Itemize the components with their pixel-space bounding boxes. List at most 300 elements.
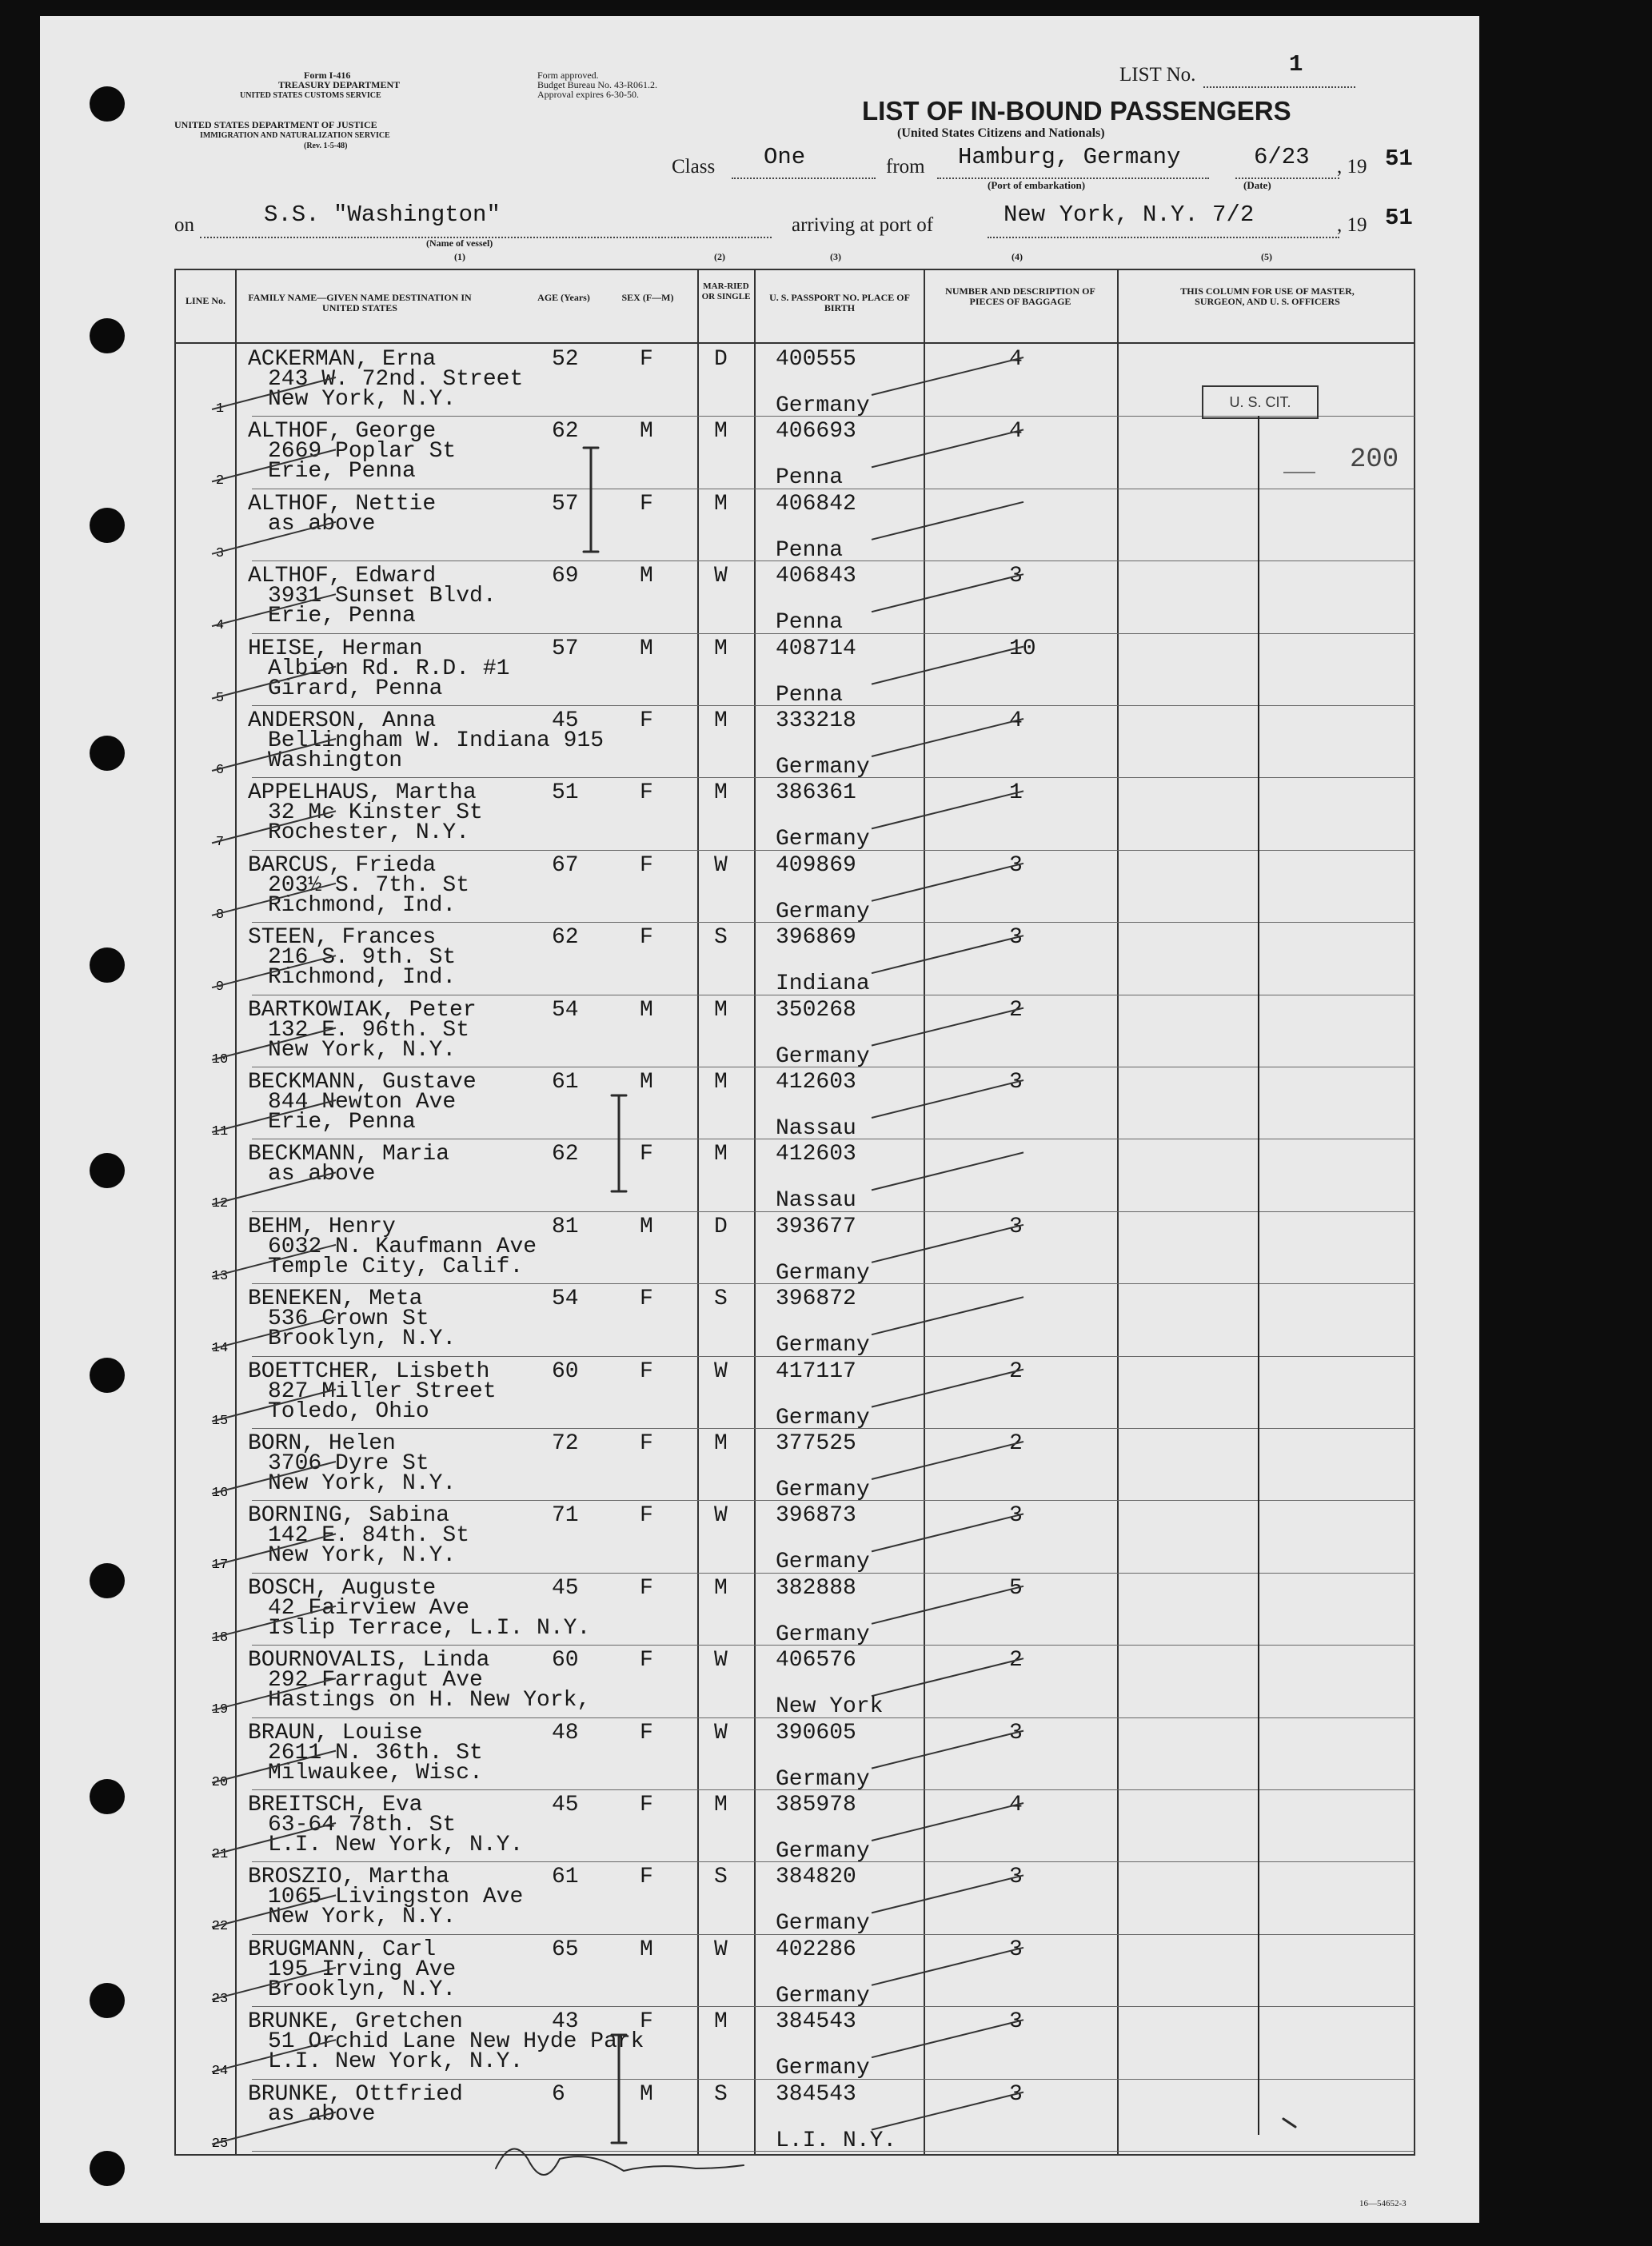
- destination-line-1: 142 E. 84th. St: [268, 1523, 470, 1549]
- passenger-sex: F: [640, 1142, 653, 1167]
- baggage-count: 4: [1009, 419, 1023, 445]
- baggage-count: 5: [1009, 1575, 1023, 1601]
- passport-number: 417117: [776, 1358, 856, 1384]
- check-stroke-icon: [212, 1968, 336, 2000]
- baggage-count: 3: [1009, 1720, 1023, 1745]
- signature-scribble-icon: [496, 2149, 744, 2176]
- passenger-age: 61: [552, 1070, 579, 1095]
- marital-status: M: [714, 1142, 728, 1167]
- place-of-birth: Germany: [776, 2056, 870, 2081]
- vessel-col-number: (1): [454, 251, 465, 262]
- marital-status: D: [714, 1214, 728, 1239]
- check-stroke-icon: [872, 1152, 1024, 1190]
- line-number: 16: [211, 1486, 229, 1501]
- passenger-sex: F: [640, 925, 653, 951]
- passenger-sex: M: [640, 564, 653, 589]
- marital-status: M: [714, 636, 728, 661]
- place-of-birth: Penna: [776, 537, 844, 563]
- destination-line-1: 51 Orchid Lane New Hyde Park: [268, 2029, 644, 2055]
- passenger-name: STEEN, Frances: [248, 925, 437, 951]
- baggage-count: 4: [1009, 1793, 1023, 1817]
- passenger-age: 71: [552, 1503, 579, 1529]
- check-stroke-icon: [872, 1008, 1024, 1046]
- check-stroke-icon: [212, 2040, 336, 2072]
- place-of-birth: L.I. N.Y.: [776, 2128, 897, 2153]
- passport-number: 406576: [776, 1648, 856, 1674]
- passenger-name: ALTHOF, Edward: [248, 564, 437, 589]
- passenger-name: BARCUS, Frieda: [248, 852, 437, 878]
- passenger-age: 45: [552, 1793, 579, 1817]
- line-number: 13: [211, 1268, 229, 1284]
- passenger-name: BENEKEN, Meta: [248, 1287, 423, 1312]
- passport-number: 390605: [776, 1720, 856, 1745]
- place-of-birth: Penna: [776, 610, 844, 636]
- check-stroke-icon: [212, 449, 336, 481]
- baggage-count: 3: [1009, 852, 1023, 878]
- passenger-name: BORN, Helen: [248, 1431, 396, 1456]
- check-stroke-icon: [872, 429, 1024, 467]
- marital-status: M: [714, 1793, 728, 1817]
- form-subtitle: (United States Citizens and Nationals): [897, 126, 1105, 140]
- place-of-birth: Germany: [776, 1333, 870, 1358]
- destination-line-1: 2669 Poplar St: [268, 439, 457, 465]
- passenger-name: BROSZIO, Martha: [248, 1865, 450, 1890]
- destination-line-2: Richmond, Ind.: [268, 965, 457, 991]
- baggage-count: 3: [1009, 1503, 1023, 1529]
- check-stroke-icon: [212, 2112, 336, 2144]
- us-citizen-stamp: U. S. CIT.: [1202, 385, 1319, 419]
- line-number: 12: [211, 1196, 229, 1212]
- destination-line-2: New York, N.Y.: [268, 1037, 457, 1063]
- line-number: 18: [211, 1630, 229, 1646]
- embark-year: 51: [1385, 146, 1413, 172]
- passenger-age: 62: [552, 925, 579, 951]
- passport-number: 396872: [776, 1287, 856, 1312]
- passenger-sex: F: [640, 1503, 653, 1529]
- passenger-sex: F: [640, 1720, 653, 1745]
- place-of-birth: Germany: [776, 827, 870, 852]
- passenger-name: BECKMANN, Maria: [248, 1142, 450, 1167]
- header-sex: SEX (F—M): [621, 292, 674, 303]
- destination-line-1: 3706 Dyre St: [268, 1451, 429, 1476]
- check-stroke-icon: [212, 811, 336, 843]
- check-stroke-icon: [872, 1297, 1024, 1334]
- destination-line-2: Toledo, Ohio: [268, 1398, 429, 1424]
- destination-line-1: as above: [268, 511, 376, 537]
- passport-number: 384543: [776, 2009, 856, 2035]
- line-number: 3: [215, 545, 225, 561]
- baggage-count: 2: [1009, 1431, 1023, 1456]
- baggage-count: 1: [1009, 780, 1023, 806]
- line-number: 23: [211, 1991, 229, 2007]
- passport-number: 396869: [776, 925, 856, 951]
- destination-line-1: 3931 Sunset Blvd.: [268, 584, 497, 609]
- destination-line-2: Erie, Penna: [268, 1110, 416, 1135]
- check-stroke-icon: [212, 739, 336, 771]
- header-line-no: LINE No.: [185, 295, 225, 306]
- place-of-birth: Penna: [776, 682, 844, 708]
- baggage-count: 3: [1009, 1214, 1023, 1239]
- baggage-count: 3: [1009, 925, 1023, 951]
- form-number: Form I-416: [304, 70, 351, 81]
- check-stroke-icon: [212, 1245, 336, 1277]
- place-of-birth: Germany: [776, 1839, 870, 1864]
- destination-line-1: 6032 N. Kaufmann Ave: [268, 1234, 537, 1259]
- check-stroke-icon: [212, 1534, 336, 1566]
- passenger-sex: F: [640, 1865, 653, 1890]
- passenger-name: BOURNOVALIS, Linda: [248, 1648, 490, 1674]
- line-number: 17: [211, 1558, 229, 1574]
- passenger-sex: F: [640, 1648, 653, 1674]
- destination-line-2: Erie, Penna: [268, 604, 416, 629]
- check-stroke-icon: [212, 1823, 336, 1855]
- marital-status: W: [714, 1503, 728, 1529]
- check-stroke-icon: [212, 1895, 336, 1927]
- check-stroke-icon: [872, 647, 1024, 684]
- passenger-age: 72: [552, 1431, 579, 1456]
- line-number: 14: [211, 1341, 229, 1357]
- marital-status: M: [714, 1070, 728, 1095]
- destination-line-2: Milwaukee, Wisc.: [268, 1760, 483, 1785]
- destination-line-2: Girard, Penna: [268, 676, 443, 701]
- passenger-name: BRUNKE, Gretchen: [248, 2009, 463, 2035]
- check-stroke-icon: [872, 719, 1024, 756]
- passenger-age: 60: [552, 1358, 579, 1384]
- passenger-name: BRUGMANN, Carl: [248, 1937, 437, 1962]
- revision: (Rev. 1-5-48): [304, 142, 348, 150]
- passenger-name: BRAUN, Louise: [248, 1720, 423, 1745]
- port-embark-value: Hamburg, Germany: [958, 144, 1181, 170]
- passenger-sex: M: [640, 636, 653, 661]
- check-stroke-icon: [212, 1172, 336, 1204]
- bracket-mark-icon: [612, 2035, 626, 2143]
- passenger-age: 62: [552, 419, 579, 445]
- header-baggage: NUMBER AND DESCRIPTION OF PIECES OF BAGGAGE: [945, 285, 1095, 307]
- header-passport: U. S. PASSPORT NO. PLACE OF BIRTH: [769, 292, 910, 313]
- line-number: 5: [215, 690, 225, 706]
- passport-number: 350268: [776, 997, 856, 1023]
- passport-number: 393677: [776, 1214, 856, 1239]
- check-stroke-icon: [872, 791, 1024, 828]
- destination-line-1: 42 Fairview Ave: [268, 1595, 470, 1621]
- check-stroke-icon: [212, 955, 336, 987]
- destination-line-1: Bellingham W. Indiana 915: [268, 728, 605, 753]
- place-of-birth: Germany: [776, 1260, 870, 1286]
- passenger-sex: F: [640, 1287, 653, 1312]
- arrive-year: 51: [1385, 205, 1413, 231]
- approval-expires: Approval expires 6-30-50.: [537, 89, 639, 100]
- passenger-age: 81: [552, 1214, 579, 1239]
- passenger-sex: F: [640, 2009, 653, 2035]
- destination-line-2: Rochester, N.Y.: [268, 820, 470, 846]
- passenger-age: 57: [552, 636, 579, 661]
- check-stroke-icon: [872, 864, 1024, 901]
- destination-line-1: 1065 Livingston Ave: [268, 1885, 524, 1910]
- check-stroke-icon: [212, 377, 336, 409]
- marital-status: W: [714, 1648, 728, 1674]
- check-stroke-icon: [212, 1100, 336, 1132]
- marital-status: M: [714, 780, 728, 806]
- destination-line-1: Albion Rd. R.D. #1: [268, 656, 510, 681]
- check-stroke-icon: [872, 502, 1024, 540]
- destination-line-1: 195 Irving Ave: [268, 1957, 457, 1982]
- baggage-count: 2: [1009, 997, 1023, 1023]
- marital-status: M: [714, 997, 728, 1023]
- destination-line-2: New York, N.Y.: [268, 1471, 457, 1496]
- destination-line-2: New York, N.Y.: [268, 1543, 457, 1569]
- passport-number: 402286: [776, 1937, 856, 1962]
- passenger-age: 51: [552, 780, 579, 806]
- place-of-birth: Germany: [776, 1043, 870, 1069]
- check-stroke-icon: [212, 667, 336, 699]
- marital-status: D: [714, 347, 728, 372]
- form-approved: Form approved.: [537, 70, 599, 81]
- check-stroke-icon: [872, 574, 1024, 612]
- check-stroke-icon: [872, 1948, 1024, 1985]
- check-stroke-icon: [212, 1390, 336, 1422]
- col-number-5: (5): [1261, 251, 1272, 262]
- marital-status: W: [714, 564, 728, 589]
- destination-line-2: Islip Terrace, L.I. N.Y.: [268, 1615, 591, 1641]
- arrive-year-prefix: , 19: [1337, 214, 1367, 236]
- line-number: 25: [211, 2136, 229, 2152]
- check-stroke-icon: [212, 884, 336, 916]
- destination-line-1: 2611 N. 36th. St: [268, 1740, 483, 1765]
- bracket-mark-icon: [612, 1095, 626, 1191]
- passenger-sex: M: [640, 419, 653, 445]
- place-of-birth: Germany: [776, 1622, 870, 1647]
- passenger-age: 45: [552, 708, 579, 733]
- passenger-name: ANDERSON, Anna: [248, 708, 437, 733]
- col-number-2: (2): [714, 251, 725, 262]
- passport-number: 386361: [776, 780, 856, 806]
- passenger-sex: M: [640, 1214, 653, 1239]
- passenger-sex: F: [640, 491, 653, 517]
- header-age: AGE (Years): [537, 292, 590, 303]
- baggage-count: 3: [1009, 2081, 1023, 2107]
- destination-line-2: L.I. New York, N.Y.: [268, 2049, 524, 2075]
- bracket-mark-icon: [584, 448, 598, 552]
- baggage-count: 3: [1009, 1937, 1023, 1962]
- line-number: 11: [211, 1124, 229, 1139]
- place-of-birth: Nassau: [776, 1188, 856, 1214]
- budget-bureau: Budget Bureau No. 43-R061.2.: [537, 79, 657, 90]
- footer-code: 16—54652-3: [1359, 2199, 1407, 2208]
- marital-status: M: [714, 1431, 728, 1456]
- baggage-count: 3: [1009, 1070, 1023, 1095]
- passport-number: 382888: [776, 1575, 856, 1601]
- place-of-birth: Germany: [776, 755, 870, 780]
- arriving-label: arriving at port of: [792, 214, 934, 236]
- passport-number: 385978: [776, 1793, 856, 1817]
- baggage-count: 3: [1009, 564, 1023, 589]
- passenger-name: BORNING, Sabina: [248, 1503, 450, 1529]
- line-number: 7: [215, 835, 225, 851]
- year-prefix: , 19: [1337, 156, 1367, 178]
- baggage-count: 4: [1009, 347, 1023, 372]
- line-number: 10: [211, 1051, 229, 1067]
- passport-number: 406842: [776, 491, 856, 517]
- passenger-name: BRUNKE, Ottfried: [248, 2081, 463, 2107]
- line-number: 22: [211, 1919, 229, 1935]
- place-of-birth: Indiana: [776, 971, 870, 997]
- passport-number: 384820: [776, 1865, 856, 1890]
- check-stroke-icon: [872, 1442, 1024, 1479]
- check-stroke-icon: [872, 1731, 1024, 1769]
- passenger-sex: F: [640, 852, 653, 878]
- place-of-birth: Germany: [776, 1766, 870, 1792]
- destination-line-2: Temple City, Calif.: [268, 1254, 524, 1279]
- destination-line-1: 827 Miller Street: [268, 1378, 497, 1404]
- passenger-age: 62: [552, 1142, 579, 1167]
- marital-status: W: [714, 852, 728, 878]
- destination-line-1: as above: [268, 2101, 376, 2127]
- class-value: One: [764, 144, 806, 170]
- destination-line-1: 292 Farragut Ave: [268, 1668, 483, 1693]
- passenger-age: 67: [552, 852, 579, 878]
- embark-date: 6/23: [1254, 144, 1310, 170]
- passenger-age: 61: [552, 1865, 579, 1890]
- port-embark-caption: (Port of embarkation): [988, 179, 1086, 191]
- header-married: MAR-RIED OR SINGLE: [701, 281, 751, 301]
- line-number: 2: [215, 473, 225, 489]
- treasury-dept: TREASURY DEPARTMENT: [278, 79, 401, 90]
- line-number: 24: [211, 2064, 229, 2080]
- vessel-caption: (Name of vessel): [426, 237, 493, 249]
- marital-status: S: [714, 2081, 728, 2107]
- check-stroke-icon: [872, 936, 1024, 973]
- line-number: 4: [215, 618, 225, 634]
- col-number-4: (4): [1012, 251, 1023, 262]
- marital-status: S: [714, 1287, 728, 1312]
- check-stroke-icon: [872, 1225, 1024, 1263]
- marital-status: M: [714, 2009, 728, 2035]
- passport-number: 384543: [776, 2081, 856, 2107]
- header-name: FAMILY NAME—GIVEN NAME DESTINATION IN UNITED STATES: [248, 292, 472, 313]
- passenger-name: BARTKOWIAK, Peter: [248, 997, 477, 1023]
- check-stroke-icon: [872, 1370, 1024, 1407]
- annotation-total: 200: [1350, 445, 1399, 475]
- passenger-name: BREITSCH, Eva: [248, 1793, 423, 1817]
- destination-line-2: Brooklyn, N.Y.: [268, 1326, 457, 1352]
- line-number: 8: [215, 907, 225, 923]
- passenger-sex: F: [640, 1575, 653, 1601]
- passport-number: 377525: [776, 1431, 856, 1456]
- baggage-count: 2: [1009, 1358, 1023, 1384]
- passenger-age: 45: [552, 1575, 579, 1601]
- baggage-count: 2: [1009, 1648, 1023, 1674]
- marital-status: M: [714, 491, 728, 517]
- passenger-sex: F: [640, 1358, 653, 1384]
- check-stroke-icon: [872, 1514, 1024, 1551]
- form-title: LIST OF IN-BOUND PASSENGERS: [862, 96, 1291, 126]
- destination-line-1: 203½ S. 7th. St: [268, 872, 470, 898]
- passenger-sex: M: [640, 1070, 653, 1095]
- passenger-sex: M: [640, 997, 653, 1023]
- list-no-value: 1: [1289, 51, 1303, 78]
- destination-line-2: Washington: [268, 748, 403, 773]
- check-stroke-icon: [212, 1751, 336, 1783]
- check-stroke-icon: [872, 1803, 1024, 1841]
- marital-status: W: [714, 1358, 728, 1384]
- destination-line-1: 216 S. 9th. St: [268, 945, 457, 971]
- col-number-3: (3): [830, 251, 841, 262]
- passenger-age: 57: [552, 491, 579, 517]
- justice-dept: UNITED STATES DEPARTMENT OF JUSTICE: [174, 119, 377, 130]
- destination-line-2: Erie, Penna: [268, 459, 416, 485]
- check-stroke-icon: [872, 2092, 1024, 2130]
- passport-number: 408714: [776, 636, 856, 661]
- destination-line-1: as above: [268, 1162, 376, 1187]
- check-stroke-icon: [872, 1658, 1024, 1696]
- passenger-sex: F: [640, 1431, 653, 1456]
- destination-line-2: Richmond, Ind.: [268, 892, 457, 918]
- marital-status: S: [714, 1865, 728, 1890]
- passenger-name: BOETTCHER, Lisbeth: [248, 1358, 490, 1384]
- passport-number: 406843: [776, 564, 856, 589]
- destination-line-1: 243 W. 72nd. Street: [268, 367, 524, 392]
- marital-status: W: [714, 1720, 728, 1745]
- passenger-name: APPELHAUS, Martha: [248, 780, 477, 806]
- passenger-name: ALTHOF, Nettie: [248, 491, 437, 517]
- check-stroke-icon: [212, 1606, 336, 1638]
- passenger-name: BEHM, Henry: [248, 1214, 396, 1239]
- line-number: 1: [215, 401, 225, 417]
- destination-line-2: L.I. New York, N.Y.: [268, 1833, 524, 1857]
- destination-line-2: Brooklyn, N.Y.: [268, 1977, 457, 2002]
- passenger-age: 60: [552, 1648, 579, 1674]
- line-number: 21: [211, 1847, 229, 1862]
- place-of-birth: Germany: [776, 1550, 870, 1575]
- class-label: Class: [672, 156, 716, 178]
- line-number: 15: [211, 1413, 229, 1429]
- passenger-age: 54: [552, 1287, 579, 1312]
- check-stroke-icon: [212, 594, 336, 626]
- check-stroke-icon: [212, 1317, 336, 1349]
- place-of-birth: Germany: [776, 899, 870, 924]
- place-of-birth: Nassau: [776, 1116, 856, 1141]
- passenger-name: BOSCH, Auguste: [248, 1575, 437, 1601]
- passport-number: 412603: [776, 1070, 856, 1095]
- passport-number: 400555: [776, 347, 856, 372]
- list-no-label: LIST No.: [1119, 64, 1196, 86]
- check-stroke-icon: [212, 1678, 336, 1710]
- marital-status: M: [714, 1575, 728, 1601]
- line-number: 20: [211, 1774, 229, 1790]
- passenger-age: 52: [552, 347, 579, 372]
- check-stroke-icon: [872, 1586, 1024, 1624]
- marital-status: W: [714, 1937, 728, 1962]
- passenger-sex: F: [640, 780, 653, 806]
- passenger-name: BECKMANN, Gustave: [248, 1070, 477, 1095]
- baggage-count: 3: [1009, 2009, 1023, 2035]
- arrive-port-value: New York, N.Y. 7/2: [1004, 201, 1255, 228]
- destination-line-1: 132 E. 96th. St: [268, 1017, 470, 1043]
- passenger-name: ACKERMAN, Erna: [248, 347, 437, 372]
- customs-service: UNITED STATES CUSTOMS SERVICE: [240, 91, 381, 100]
- date-caption: (Date): [1243, 179, 1271, 191]
- baggage-count: 3: [1009, 1865, 1023, 1890]
- check-stroke-icon: [212, 1462, 336, 1494]
- baggage-count: 4: [1009, 708, 1023, 733]
- passenger-age: 6: [552, 2081, 565, 2107]
- passenger-age: 65: [552, 1937, 579, 1962]
- marital-status: M: [714, 419, 728, 445]
- passenger-sex: F: [640, 1793, 653, 1817]
- passenger-name: HEISE, Herman: [248, 636, 423, 661]
- destination-line-1: 63-64 78th. St: [268, 1813, 457, 1837]
- check-stroke-icon: [212, 522, 336, 554]
